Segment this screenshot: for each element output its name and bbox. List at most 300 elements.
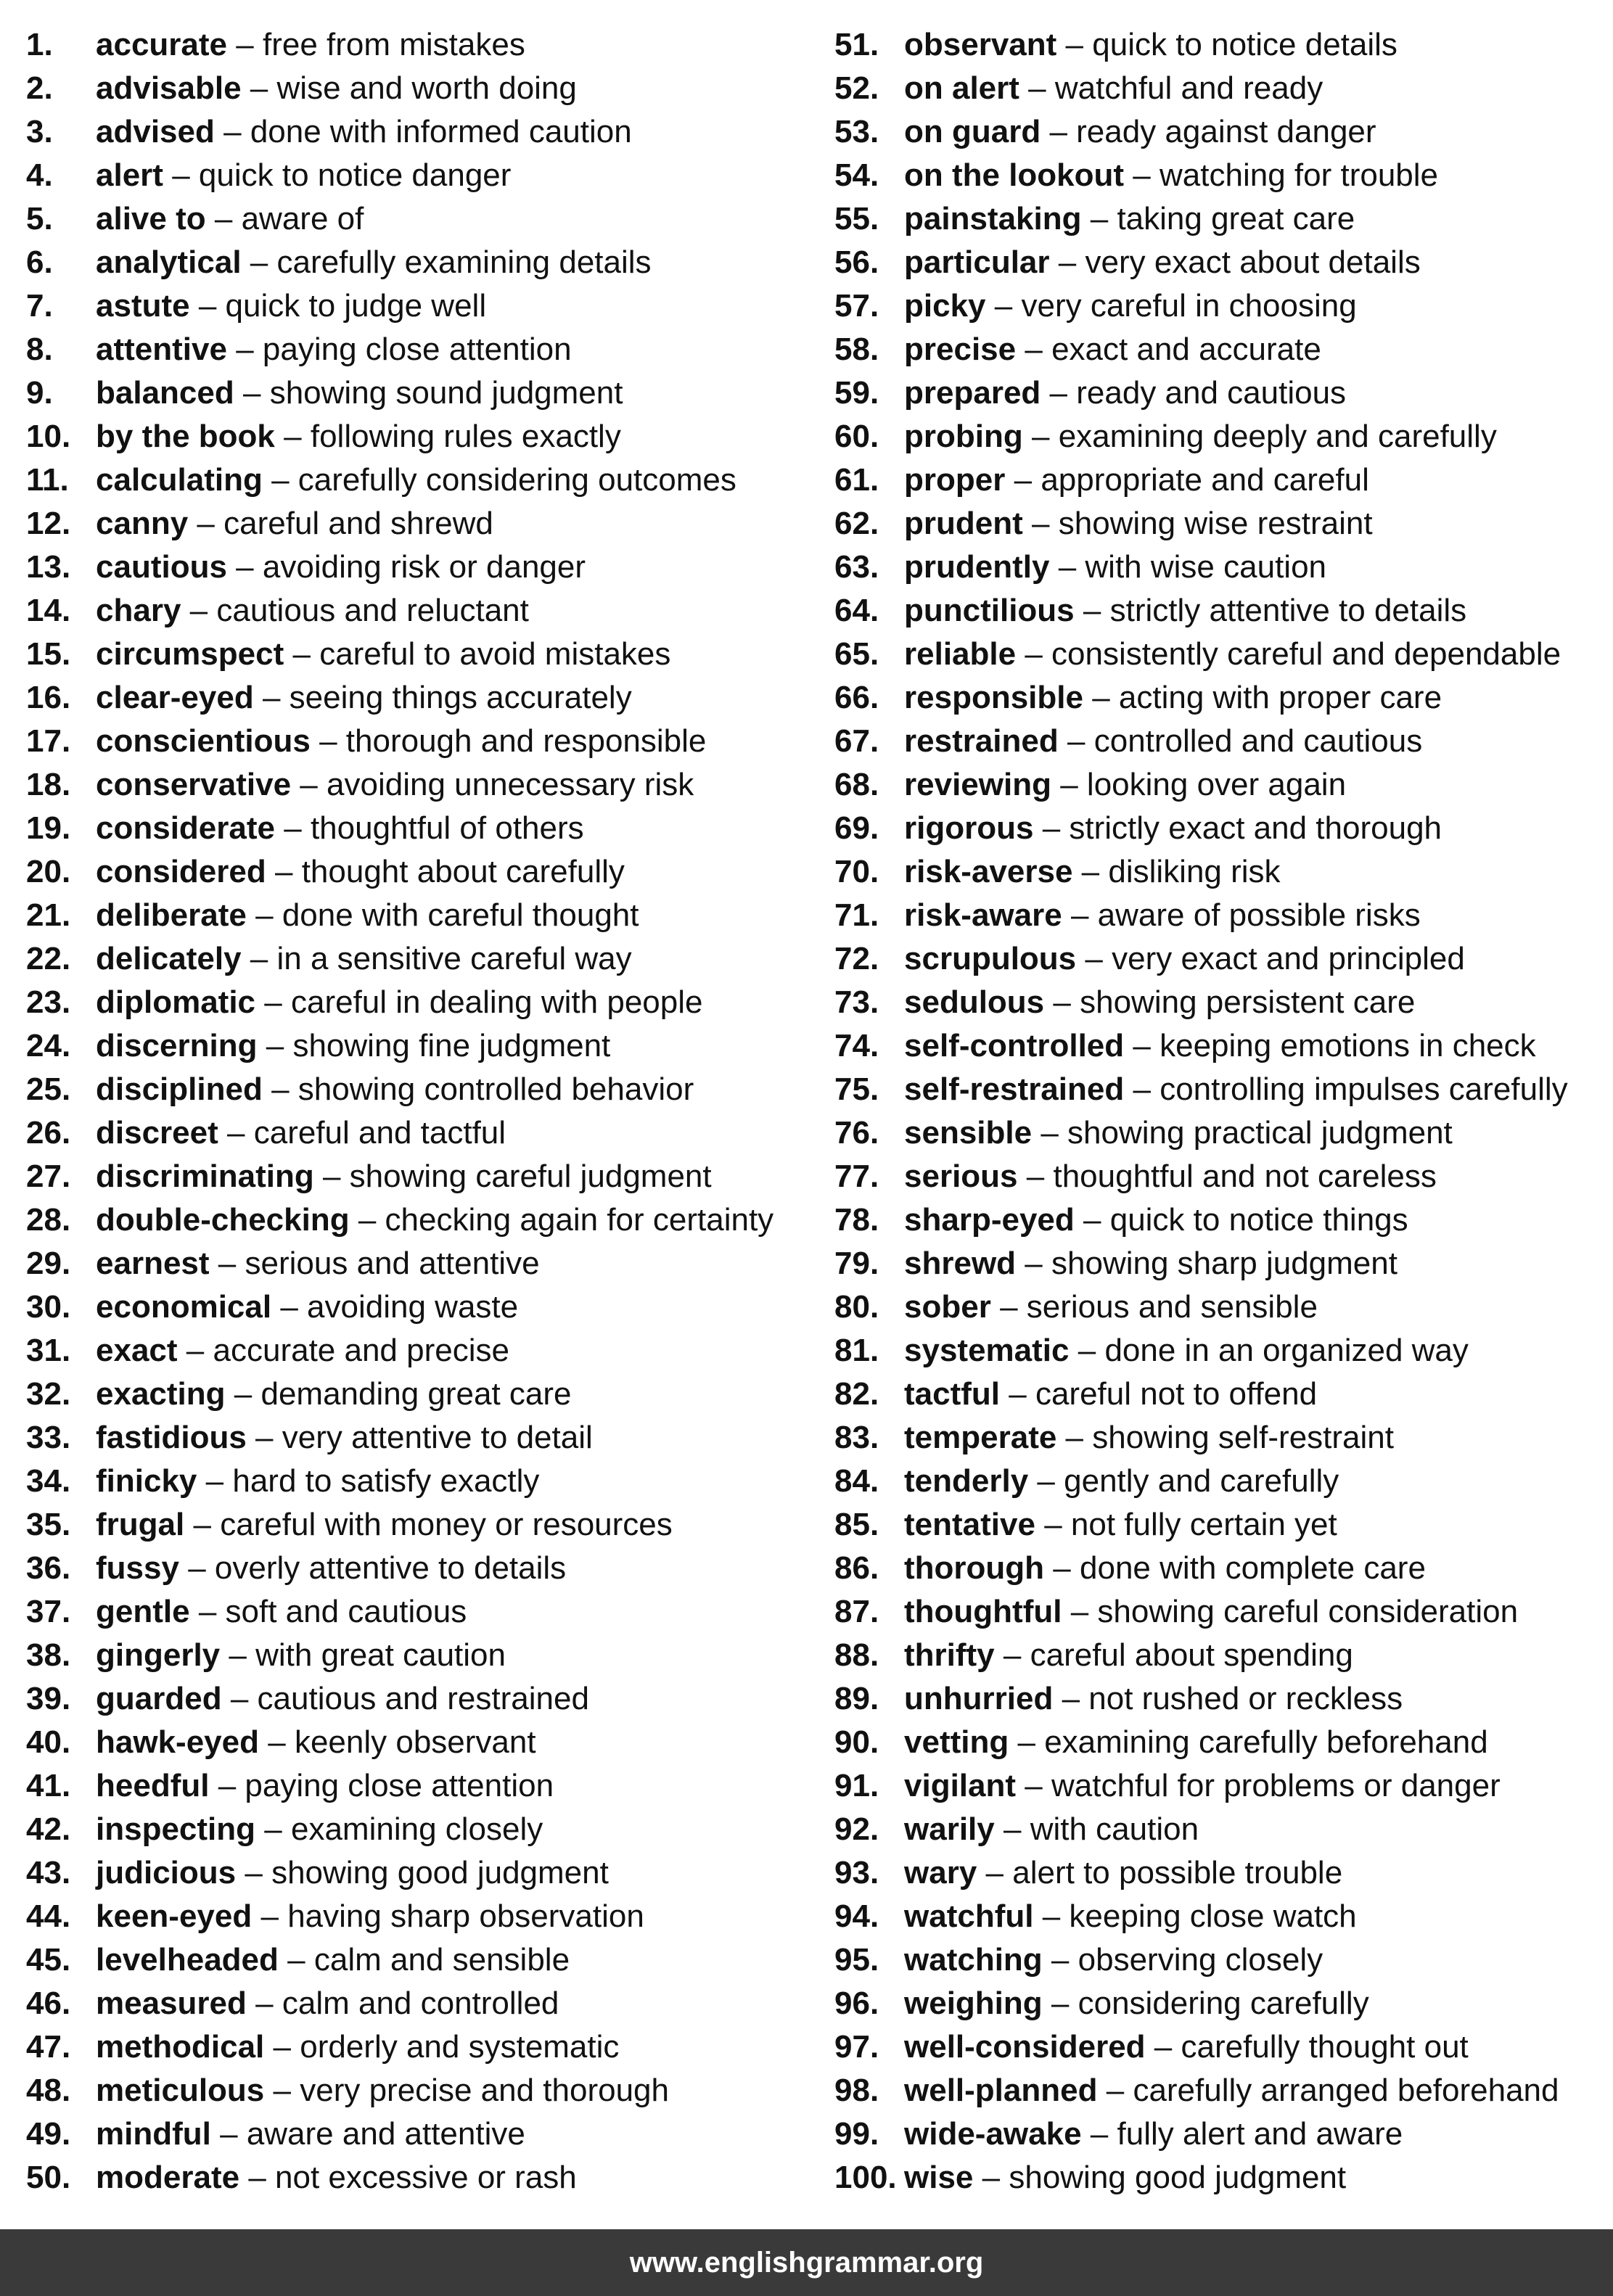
item-number: 16. <box>26 680 71 715</box>
list-item <box>834 1895 1604 1938</box>
item-number: 12. <box>26 506 71 541</box>
item-word: discreet <box>96 1115 218 1151</box>
item-number: 67. <box>834 723 879 759</box>
item-separator: – <box>255 1986 274 2021</box>
item-separator: – <box>1000 1289 1018 1325</box>
item-number: 36. <box>26 1550 71 1586</box>
item-number: 18. <box>26 767 71 802</box>
item-definition: avoiding risk or danger <box>262 549 586 585</box>
list-item <box>834 1677 1604 1721</box>
list-item <box>26 546 810 589</box>
item-word: circumspect <box>96 636 284 672</box>
item-separator: – <box>262 680 281 715</box>
item-word: inspecting <box>96 1811 256 1847</box>
item-separator: – <box>1090 201 1109 236</box>
item-separator: – <box>1031 419 1050 454</box>
list-item <box>834 546 1604 589</box>
item-definition: done in an organized way <box>1104 1333 1469 1368</box>
list-item <box>26 1111 810 1155</box>
item-separator: – <box>227 1115 245 1151</box>
list-item <box>26 1155 810 1198</box>
item-number: 3. <box>26 114 53 149</box>
item-definition: careful and tactful <box>253 1115 506 1151</box>
item-separator: – <box>1042 810 1061 846</box>
item-number: 37. <box>26 1594 71 1629</box>
list-item <box>834 502 1604 546</box>
item-definition: ready and cautious <box>1076 375 1347 411</box>
item-definition: observing closely <box>1078 1942 1323 1978</box>
item-word: accurate <box>96 27 228 62</box>
item-number: 30. <box>26 1289 71 1325</box>
item-word: keen-eyed <box>96 1898 253 1934</box>
item-separator: – <box>985 1855 1004 1890</box>
list-item <box>26 2069 810 2112</box>
list-item <box>834 23 1604 67</box>
list-item <box>834 1242 1604 1285</box>
item-word: alert <box>96 157 163 193</box>
item-number: 55. <box>834 201 879 236</box>
footer-bar <box>0 2229 1613 2296</box>
footer-url[interactable]: www.englishgrammar.org <box>629 2247 984 2279</box>
item-word: gingerly <box>96 1637 221 1673</box>
list-item <box>834 633 1604 676</box>
item-definition: showing good judgment <box>1009 2160 1347 2195</box>
item-separator: – <box>260 1898 279 1934</box>
item-word: precise <box>904 332 1017 367</box>
list-item <box>26 241 810 284</box>
list-item <box>834 1373 1604 1416</box>
item-separator: – <box>1003 1637 1022 1673</box>
item-word: delicately <box>96 941 242 976</box>
item-number: 21. <box>26 897 71 933</box>
item-word: prudent <box>904 506 1023 541</box>
item-word: thoughtful <box>904 1594 1062 1629</box>
item-word: frugal <box>96 1507 185 1542</box>
item-definition: aware and attentive <box>246 2116 525 2152</box>
item-separator: – <box>214 201 233 236</box>
item-separator: – <box>242 375 261 411</box>
item-separator: – <box>205 1463 224 1499</box>
item-definition: careful not to offend <box>1035 1376 1318 1412</box>
item-number: 73. <box>834 984 879 1020</box>
list-item <box>26 1851 810 1895</box>
item-number: 84. <box>834 1463 879 1499</box>
item-definition: quick to judge well <box>225 288 487 324</box>
item-number: 90. <box>834 1724 879 1760</box>
item-separator: – <box>245 1855 263 1890</box>
item-number: 32. <box>26 1376 71 1412</box>
item-definition: not rushed or reckless <box>1088 1681 1403 1716</box>
item-number: 86. <box>834 1550 879 1586</box>
item-definition: fully alert and aware <box>1117 2116 1403 2152</box>
list-item <box>26 1721 810 1764</box>
item-number: 51. <box>834 27 879 62</box>
item-definition: showing wise restraint <box>1058 506 1373 541</box>
item-word: risk-aware <box>904 897 1062 933</box>
item-separator: – <box>982 2160 1001 2195</box>
item-word: clear-eyed <box>96 680 254 715</box>
item-number: 100. <box>834 2160 897 2195</box>
item-word: analytical <box>96 244 242 280</box>
item-definition: accurate and precise <box>213 1333 509 1368</box>
item-word: systematic <box>904 1333 1070 1368</box>
item-number: 63. <box>834 549 879 585</box>
item-word: wary <box>904 1855 977 1890</box>
item-separator: – <box>1154 2029 1173 2065</box>
item-word: astute <box>96 288 190 324</box>
item-word: conscientious <box>96 723 311 759</box>
item-number: 43. <box>26 1855 71 1890</box>
item-number: 92. <box>834 1811 879 1847</box>
item-word: economical <box>96 1289 272 1325</box>
item-definition: looking over again <box>1086 767 1347 802</box>
item-separator: – <box>1026 1159 1045 1194</box>
item-word: balanced <box>96 375 234 411</box>
list-item <box>26 1460 810 1503</box>
list-item <box>834 894 1604 937</box>
item-separator: – <box>255 897 274 933</box>
list-item <box>26 676 810 720</box>
item-number: 17. <box>26 723 71 759</box>
item-number: 53. <box>834 114 879 149</box>
item-word: exact <box>96 1333 178 1368</box>
item-word: observant <box>904 27 1057 62</box>
item-number: 85. <box>834 1507 879 1542</box>
item-separator: – <box>250 70 268 106</box>
list-item <box>26 850 810 894</box>
list-item <box>26 1764 810 1808</box>
item-separator: – <box>284 810 302 846</box>
item-definition: carefully thought out <box>1181 2029 1469 2065</box>
list-item <box>834 937 1604 981</box>
item-number: 65. <box>834 636 879 672</box>
item-number: 39. <box>26 1681 71 1716</box>
list-item <box>26 2156 810 2200</box>
item-definition: showing good judgment <box>271 1855 609 1890</box>
list-item <box>834 1547 1604 1590</box>
item-definition: done with informed caution <box>250 114 632 149</box>
list-item <box>26 284 810 328</box>
item-definition: careful with money or resources <box>220 1507 673 1542</box>
item-word: wide-awake <box>904 2116 1082 2152</box>
list-item <box>834 981 1604 1024</box>
list-item <box>834 110 1604 154</box>
item-word: mindful <box>96 2116 211 2152</box>
item-number: 4. <box>26 157 53 193</box>
item-separator: – <box>193 1507 211 1542</box>
item-definition: done with complete care <box>1080 1550 1426 1586</box>
item-separator: – <box>1062 1681 1080 1716</box>
item-definition: examining deeply and carefully <box>1058 419 1497 454</box>
item-separator: – <box>172 157 190 193</box>
item-number: 7. <box>26 288 53 324</box>
item-word: well-planned <box>904 2073 1098 2108</box>
item-word: scrupulous <box>904 941 1077 976</box>
item-definition: showing sound judgment <box>269 375 623 411</box>
item-definition: examining carefully beforehand <box>1044 1724 1488 1760</box>
item-number: 5. <box>26 201 53 236</box>
item-word: reliable <box>904 636 1017 672</box>
item-separator: – <box>234 1376 253 1412</box>
item-number: 78. <box>834 1202 879 1238</box>
item-word: sober <box>904 1289 991 1325</box>
item-definition: very attentive to detail <box>282 1420 593 1455</box>
item-separator: – <box>1053 984 1071 1020</box>
list-item <box>26 328 810 371</box>
item-number: 29. <box>26 1246 71 1281</box>
item-separator: – <box>1053 1550 1071 1586</box>
item-separator: – <box>236 27 254 62</box>
list-item <box>834 1198 1604 1242</box>
item-word: watching <box>904 1942 1043 1978</box>
item-separator: – <box>236 332 254 367</box>
item-number: 22. <box>26 941 71 976</box>
list-item <box>834 1111 1604 1155</box>
item-separator: – <box>273 2029 291 2065</box>
item-word: prudently <box>904 549 1050 585</box>
item-number: 35. <box>26 1507 71 1542</box>
list-item <box>26 720 810 763</box>
item-number: 80. <box>834 1289 879 1325</box>
item-definition: controlling impulses carefully <box>1160 1071 1568 1107</box>
item-definition: having sharp observation <box>287 1898 644 1934</box>
item-separator: – <box>271 462 290 498</box>
item-word: vigilant <box>904 1768 1017 1803</box>
item-word: judicious <box>96 1855 237 1890</box>
list-item <box>26 1373 810 1416</box>
item-number: 33. <box>26 1420 71 1455</box>
word-list <box>0 23 1613 2200</box>
item-definition: examining closely <box>290 1811 543 1847</box>
item-definition: done with careful thought <box>282 897 639 933</box>
item-separator: – <box>229 1637 247 1673</box>
list-item <box>26 1677 810 1721</box>
item-word: shrewd <box>904 1246 1017 1281</box>
item-separator: – <box>1133 1071 1151 1107</box>
list-item <box>26 371 810 415</box>
item-separator: – <box>1085 941 1103 976</box>
item-definition: not excessive or rash <box>275 2160 577 2195</box>
item-definition: careful to avoid mistakes <box>319 636 671 672</box>
item-number: 56. <box>834 244 879 280</box>
item-separator: – <box>1078 1333 1096 1368</box>
item-number: 64. <box>834 593 879 628</box>
item-separator: – <box>1065 1420 1084 1455</box>
list-item <box>834 241 1604 284</box>
item-separator: – <box>1051 1986 1070 2021</box>
item-number: 88. <box>834 1637 879 1673</box>
list-item <box>26 1242 810 1285</box>
item-separator: – <box>1003 1811 1022 1847</box>
item-number: 61. <box>834 462 879 498</box>
item-word: proper <box>904 462 1006 498</box>
item-word: cautious <box>96 549 227 585</box>
item-definition: consistently careful and dependable <box>1051 636 1561 672</box>
item-definition: avoiding unnecessary risk <box>327 767 694 802</box>
item-definition: strictly attentive to details <box>1109 593 1467 628</box>
item-definition: appropriate and careful <box>1041 462 1369 498</box>
item-definition: keeping emotions in check <box>1160 1028 1536 1063</box>
item-definition: in a sensitive careful way <box>276 941 632 976</box>
item-word: fussy <box>96 1550 179 1586</box>
item-word: alive to <box>96 201 206 236</box>
item-separator: – <box>236 549 254 585</box>
item-word: fastidious <box>96 1420 247 1455</box>
list-item <box>834 1982 1604 2025</box>
item-word: watchful <box>904 1898 1034 1934</box>
item-separator: – <box>1106 2073 1125 2108</box>
item-number: 28. <box>26 1202 71 1238</box>
item-word: tentative <box>904 1507 1035 1542</box>
item-definition: soft and cautious <box>225 1594 467 1629</box>
item-word: warily <box>904 1811 995 1847</box>
item-number: 58. <box>834 332 879 367</box>
item-definition: gently and carefully <box>1064 1463 1339 1499</box>
item-definition: taking great care <box>1117 201 1355 236</box>
list-item <box>834 720 1604 763</box>
item-word: discerning <box>96 1028 258 1063</box>
item-word: measured <box>96 1986 247 2021</box>
item-separator: – <box>1044 1507 1062 1542</box>
item-separator: – <box>1051 1942 1070 1978</box>
list-item <box>834 371 1604 415</box>
item-separator: – <box>218 1768 237 1803</box>
item-separator: – <box>223 114 242 149</box>
item-word: weighing <box>904 1986 1043 2021</box>
item-word: hawk-eyed <box>96 1724 259 1760</box>
item-definition: with great caution <box>255 1637 506 1673</box>
list-item <box>26 1024 810 1068</box>
item-word: considerate <box>96 810 275 846</box>
list-item <box>834 1416 1604 1460</box>
list-item <box>834 284 1604 328</box>
item-definition: carefully examining details <box>276 244 652 280</box>
list-item <box>26 1068 810 1111</box>
item-definition: demanding great care <box>260 1376 572 1412</box>
item-definition: carefully arranged beforehand <box>1133 2073 1559 2108</box>
list-item <box>834 2112 1604 2156</box>
item-definition: quick to notice details <box>1092 27 1397 62</box>
item-definition: calm and sensible <box>313 1942 570 1978</box>
item-definition: careful and shrewd <box>223 506 493 541</box>
list-item <box>834 589 1604 633</box>
list-item <box>834 2156 1604 2200</box>
list-item <box>834 763 1604 807</box>
item-word: discriminating <box>96 1159 314 1194</box>
item-number: 45. <box>26 1942 71 1978</box>
list-item <box>834 1068 1604 1111</box>
list-item <box>834 1634 1604 1677</box>
list-item <box>834 850 1604 894</box>
item-definition: very careful in choosing <box>1021 288 1357 324</box>
item-separator: – <box>1058 244 1077 280</box>
item-definition: serious and sensible <box>1026 1289 1318 1325</box>
item-definition: with caution <box>1030 1811 1199 1847</box>
item-definition: calm and controlled <box>282 1986 559 2021</box>
item-number: 96. <box>834 1986 879 2021</box>
item-word: responsible <box>904 680 1083 715</box>
item-definition: thorough and responsible <box>345 723 707 759</box>
item-separator: – <box>1032 506 1050 541</box>
item-definition: quick to notice danger <box>198 157 512 193</box>
item-separator: – <box>1065 27 1084 62</box>
list-item <box>834 415 1604 458</box>
word-list-column-left <box>26 23 810 2200</box>
item-definition: aware of <box>241 201 364 236</box>
item-word: thrifty <box>904 1637 995 1673</box>
list-item <box>26 1808 810 1851</box>
item-separator: – <box>1017 1724 1035 1760</box>
item-number: 10. <box>26 419 71 454</box>
item-word: conservative <box>96 767 292 802</box>
item-number: 44. <box>26 1898 71 1934</box>
item-separator: – <box>250 941 268 976</box>
item-word: vetting <box>904 1724 1009 1760</box>
item-number: 52. <box>834 70 879 106</box>
item-separator: – <box>1009 1376 1027 1412</box>
item-definition: alert to possible trouble <box>1012 1855 1343 1890</box>
item-number: 11. <box>26 462 69 498</box>
item-definition: acting with proper care <box>1118 680 1442 715</box>
item-word: advised <box>96 114 215 149</box>
item-number: 81. <box>834 1333 879 1368</box>
item-number: 75. <box>834 1071 879 1107</box>
item-separator: – <box>189 593 208 628</box>
item-separator: – <box>188 1550 206 1586</box>
item-separator: – <box>264 984 282 1020</box>
list-item <box>834 1285 1604 1329</box>
word-list-column-right <box>834 23 1604 2200</box>
list-item <box>834 1155 1604 1198</box>
item-number: 94. <box>834 1898 879 1934</box>
item-word: unhurried <box>904 1681 1054 1716</box>
item-word: heedful <box>96 1768 210 1803</box>
item-definition: showing self-restraint <box>1092 1420 1394 1455</box>
item-number: 62. <box>834 506 879 541</box>
item-number: 59. <box>834 375 879 411</box>
item-word: exacting <box>96 1376 226 1412</box>
list-item <box>834 1764 1604 1808</box>
list-item <box>26 1634 810 1677</box>
list-item <box>834 1024 1604 1068</box>
item-number: 20. <box>26 854 71 889</box>
item-separator: – <box>1025 1768 1043 1803</box>
item-separator: – <box>198 1594 217 1629</box>
item-definition: showing persistent care <box>1080 984 1416 1020</box>
item-separator: – <box>1067 723 1085 759</box>
item-separator: – <box>255 1420 274 1455</box>
list-item <box>834 1329 1604 1373</box>
item-word: probing <box>904 419 1023 454</box>
item-number: 50. <box>26 2160 71 2195</box>
item-definition: showing controlled behavior <box>297 1071 694 1107</box>
list-item <box>26 807 810 850</box>
item-separator: – <box>1070 897 1089 933</box>
item-number: 42. <box>26 1811 71 1847</box>
item-separator: – <box>1081 854 1100 889</box>
list-item <box>26 2025 810 2069</box>
item-number: 99. <box>834 2116 879 2152</box>
item-number: 89. <box>834 1681 879 1716</box>
item-separator: – <box>218 1246 237 1281</box>
item-separator: – <box>1025 332 1043 367</box>
item-word: thorough <box>904 1550 1045 1586</box>
list-item <box>834 154 1604 197</box>
item-number: 26. <box>26 1115 71 1151</box>
list-item <box>26 1285 810 1329</box>
item-definition: thoughtful and not careless <box>1053 1159 1437 1194</box>
item-number: 77. <box>834 1159 879 1194</box>
